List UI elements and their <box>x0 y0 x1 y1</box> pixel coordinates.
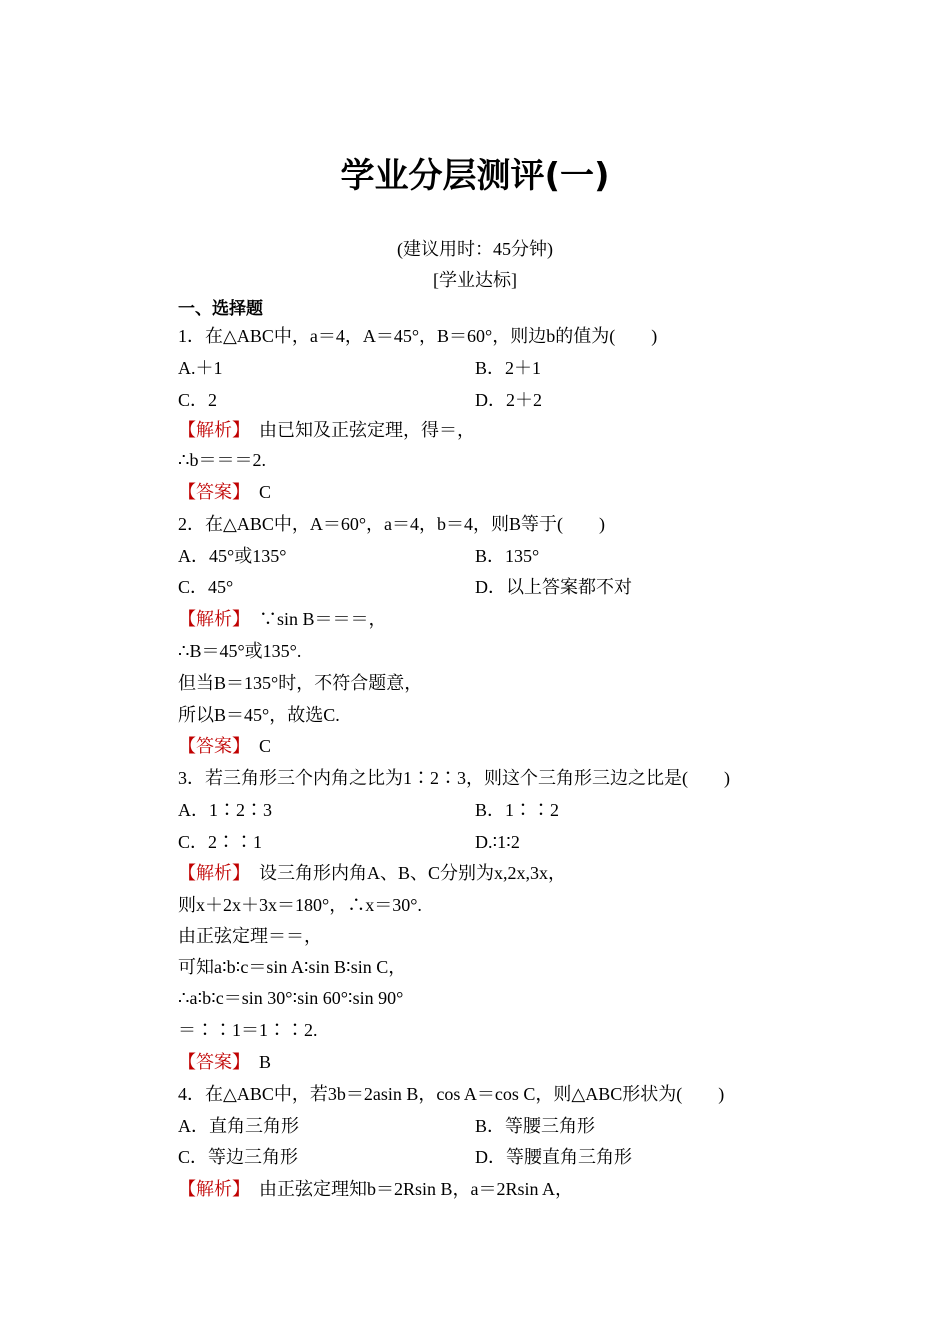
text-line <box>178 798 272 822</box>
line-text: 2．在△ABC中，A＝60°，a＝4，b＝4，则B等于( ) <box>178 514 606 534</box>
line-text: ∵sin B＝＝＝， <box>241 609 387 629</box>
line-text: 设三角形内角A、B、C分别为x,2x,3x， <box>241 863 567 883</box>
option-right: B．2＋1 <box>475 358 542 378</box>
option-right: D．以上答案都不对 <box>475 577 632 597</box>
option-right: D．2＋2 <box>475 390 542 410</box>
line-text: C．2∶∶1 <box>178 832 263 852</box>
line-text: A.＋1 <box>178 358 223 378</box>
option-right: B．135° <box>475 546 540 566</box>
option-right: D.∶1∶2 <box>475 832 520 852</box>
text-line <box>178 448 266 472</box>
line-text: 但当B＝135°时，不符合题意， <box>178 673 423 693</box>
line-text: 所以B＝45°，故选C. <box>178 705 340 725</box>
text-line <box>178 388 217 412</box>
line-text: A．1∶2∶3 <box>178 800 272 820</box>
text-line <box>178 703 340 727</box>
label-tag: 【解析】 <box>178 1179 241 1199</box>
line-text: A．45°或135° <box>178 546 287 566</box>
line-text: 由已知及正弦定理，得＝， <box>241 420 475 440</box>
label-tag: 【解析】 <box>178 420 241 440</box>
text-line <box>178 1177 573 1201</box>
label-tag: 【答案】 <box>178 736 241 756</box>
option-right: B．等腰三角形 <box>475 1116 596 1136</box>
line-text: ∴a∶b∶c＝sin 30°∶sin 60°∶sin 90° <box>178 988 404 1008</box>
text-line <box>178 324 657 348</box>
text-line <box>178 544 286 568</box>
time-hint: (建议用时：45分钟) <box>397 239 553 259</box>
line-text: C <box>241 736 272 756</box>
text-line <box>178 1082 724 1106</box>
text-line <box>178 986 403 1010</box>
page-title: 学业分层测评(一) <box>340 156 610 196</box>
line-text: 由正弦定理知b＝2Rsin B，a＝2Rsin A， <box>241 1179 574 1199</box>
text-line <box>178 356 223 380</box>
section-heading: 一、选择题 <box>178 299 263 319</box>
text-line <box>178 734 271 758</box>
text-line <box>178 830 262 854</box>
text-line <box>178 766 730 790</box>
text-line <box>178 861 566 885</box>
line-text: 由正弦定理＝＝， <box>178 926 322 946</box>
label-tag: 【答案】 <box>178 482 241 502</box>
level-label: [学业达标] <box>433 270 517 290</box>
text-line <box>178 955 406 979</box>
text-line <box>178 924 322 948</box>
line-text: C <box>241 482 272 502</box>
line-text: A．直角三角形 <box>178 1116 299 1136</box>
line-text: 可知a∶b∶c＝sin A∶sin B∶sin C， <box>178 957 407 977</box>
label-tag: 【答案】 <box>178 1052 241 1072</box>
text-line <box>178 639 301 663</box>
text-line <box>178 575 233 599</box>
text-line <box>178 1145 298 1169</box>
text-line <box>178 607 387 631</box>
label-tag: 【解析】 <box>178 863 241 883</box>
label-tag: 【解析】 <box>178 609 241 629</box>
line-text: C．等边三角形 <box>178 1147 299 1167</box>
line-text: B <box>241 1052 272 1072</box>
line-text: 4．在△ABC中，若3b＝2asin B，cos A＝cos C，则△ABC形状为( ) <box>178 1084 725 1104</box>
option-right: D．等腰直角三角形 <box>475 1147 632 1167</box>
text-line <box>178 893 422 917</box>
line-text: ∴b＝＝＝2. <box>178 450 266 470</box>
text-line <box>178 1050 271 1074</box>
text-line <box>178 671 422 695</box>
line-text: 3．若三角形三个内角之比为1∶2∶3，则这个三角形三边之比是( ) <box>178 768 730 788</box>
line-text: C．45° <box>178 577 234 597</box>
line-text: ∴B＝45°或135°. <box>178 641 302 661</box>
text-line <box>178 512 605 536</box>
line-text: C．2 <box>178 390 218 410</box>
option-right: B．1∶∶2 <box>475 800 560 820</box>
text-line <box>178 1114 299 1138</box>
line-text: 则x＋2x＋3x＝180°，∴x＝30°. <box>178 895 422 915</box>
line-text: 1．在△ABC中，a＝4，A＝45°，B＝60°，则边b的值为( ) <box>178 326 658 346</box>
text-line <box>178 418 475 442</box>
text-line <box>178 1018 318 1042</box>
text-line <box>178 480 271 504</box>
line-text: ＝∶∶1＝1∶∶2. <box>178 1020 318 1040</box>
